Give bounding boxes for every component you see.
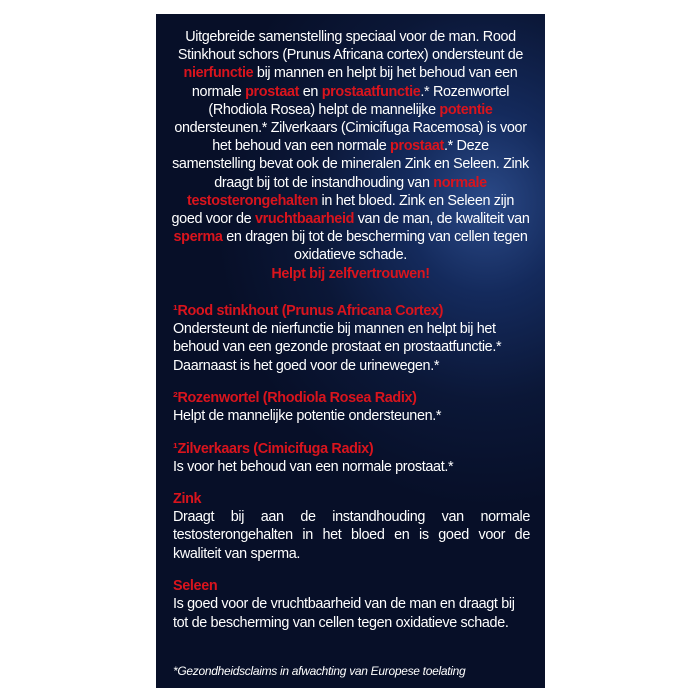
intro-text: .* Rozenwortel (Rhodiola Rosea) helpt de mannelijke [208,83,510,118]
highlight-testosterongehalten: normale testosterongehalten [187,174,487,209]
section-body: Ondersteunt de nierfunctie bij mannen en helpt bij het behoud van een gezonde prostaat en prostaatfunctie.* Daarnaast is het goed voor de urinewegen.* [173,321,502,374]
section-title: ¹Zilverkaars (Cimicifuga Radix) [173,440,374,457]
highlight-sperma: sperma [173,229,223,246]
footnote: *Gezondheidsclaims in afwachting van Europese toelating [173,664,466,678]
section-title: Zink [173,491,202,508]
section-body: Is goed voor de vruchtbaarheid van de man en draagt bij tot de bescherming van cellen tegen oxidatieve schade. [173,596,515,631]
highlight-vruchtbaarheid: vruchtbaarheid [254,211,355,228]
section-title: ¹Rood stinkhout (Prunus Africana Cortex) [173,303,444,319]
section-zilverkaars [173,440,530,476]
intro-text: en [299,83,322,100]
intro-text: Uitgebreide samenstelling speciaal voor de man. Rood Stinkhout schors (Prunus Africana cortex) ondersteunt de [177,29,524,64]
highlight-prostaat: prostaat [390,138,444,155]
intro-paragraph [170,28,531,283]
highlight-potentie: potentie [439,101,493,118]
highlight-nierfunctie: nierfunctie [183,65,254,82]
intro-text: in het bloed. Zink en Seleen zijn goed voor de [171,192,514,228]
intro-text: bij mannen en helpt bij het behoud van een normale [191,65,518,100]
section-rozenwortel [173,389,530,425]
section-title: Seleen [173,578,218,595]
intro-text: ondersteunen.* Zilverkaars (Cimicifuga Racemosa) is voor het behoud van een normale [174,120,527,155]
ingredient-sections [173,302,530,646]
section-body: Draagt bij aan de instandhouding van normale testosterongehalten in het bloed en is goed voor de kwaliteit van sperma. [173,509,530,562]
tagline: Helpt bij zelfvertrouwen! [271,265,430,282]
section-body: Is voor het behoud van een normale prostaat.* [173,458,454,475]
section-seleen [173,577,530,632]
section-body: Helpt de mannelijke potentie ondersteunen.* [173,408,442,425]
intro-text: van de man, de kwaliteit van [354,211,530,228]
highlight-prostaatfunctie: prostaatfunctie [321,83,421,100]
section-rood-stinkhout [173,302,530,375]
highlight-prostaat: prostaat [245,83,300,100]
intro-text: en dragen bij tot de bescherming van cellen tegen oxidatieve schade. [222,229,528,264]
product-info-panel [156,14,545,688]
section-zink [173,490,530,563]
section-title: ²Rozenwortel (Rhodiola Rosea Radix) [173,390,417,407]
intro-text: .* Deze samenstelling bevat ook de mineralen Zink en Seleen. Zink draagt bij tot de instandhouding van [172,138,529,191]
